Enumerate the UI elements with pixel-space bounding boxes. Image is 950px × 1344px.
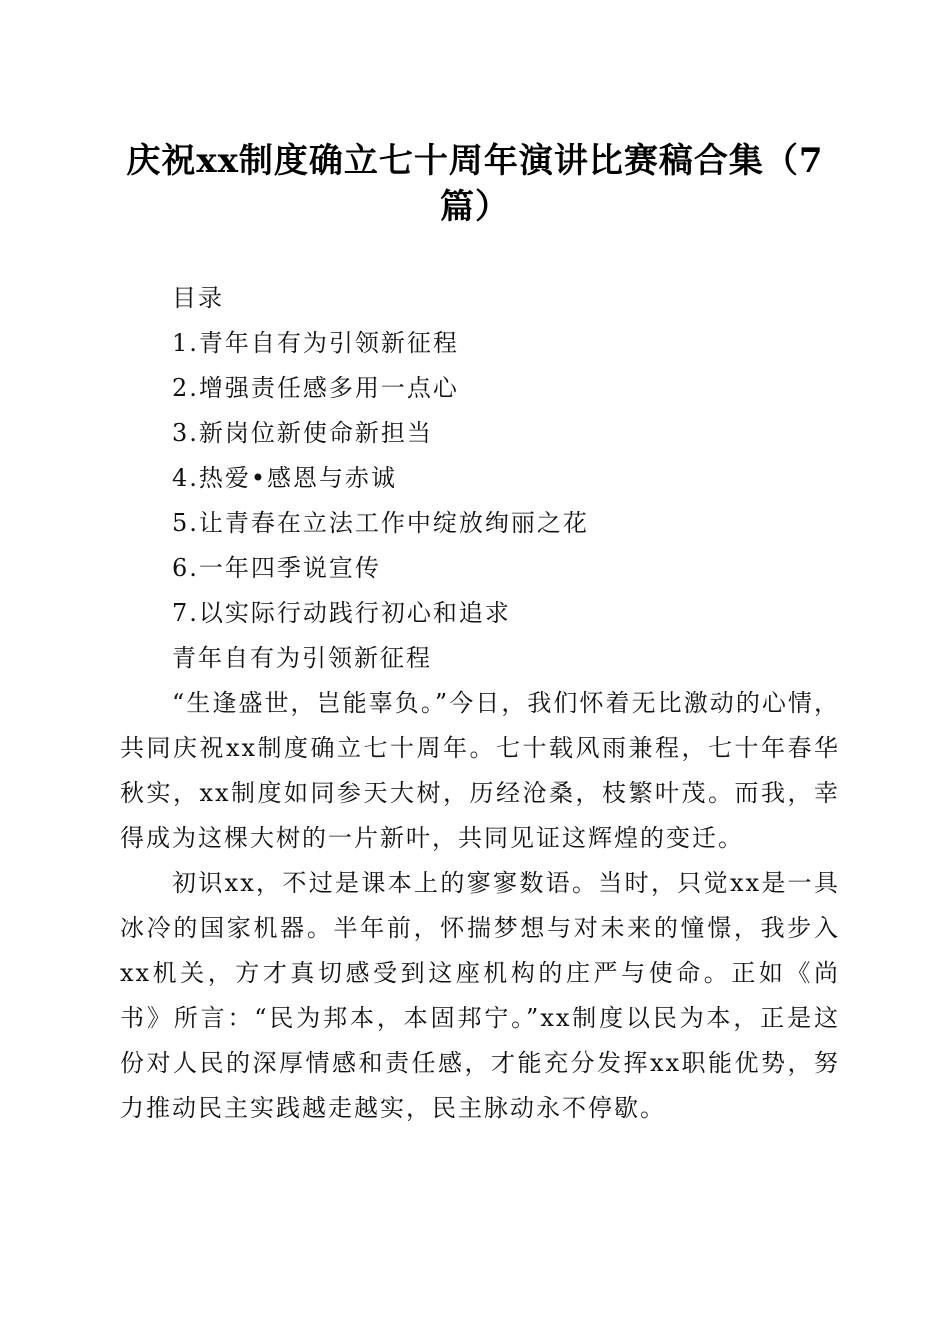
toc-item-7: 7.以实际行动践行初心和追求 [172,599,511,627]
section-title: 青年自有为引领新征程 [172,644,432,672]
toc-item-2: 2.增强责任感多用一点心 [172,374,459,402]
toc-item-5: 5.让青春在立法工作中绽放绚丽之花 [172,509,589,537]
toc-item-1: 1.青年自有为引领新征程 [172,329,459,357]
document-body [120,276,840,1131]
toc-heading: 目录 [172,284,224,312]
body-paragraph-1: “生逢盛世，岂能辜负。”今日，我们怀着无比激动的心情，共同庆祝xx制度确立七十周年。七十载风雨兼程，七十年春华秋实，xx制度如同参天大树，历经沧桑，枝繁叶茂。而我，幸得成为这棵大树的一片新叶，共同见证这辉煌的变迁。 [120,689,840,852]
document-title: 庆祝xx制度确立七十周年演讲比赛稿合集（7篇） [126,141,824,227]
toc-item-4: 4.热爱•感恩与赤诚 [172,464,398,492]
body-paragraph-2: 初识xx，不过是课本上的寥寥数语。当时，只觉xx是一具冰冷的国家机器。半年前，怀揣梦想与对未来的憧憬，我步入xx机关，方才真切感受到这座机构的庄严与使命。正如《尚书》所言：“民为邦本，本固邦宁。”xx制度以民为本，正是这份对人民的深厚情感和责任感，才能充分发挥xx职能优势，努力推动民主实践越走越实，民主脉动永不停歇。 [120,869,840,1122]
toc-item-6: 6.一年四季说宣传 [172,554,381,582]
toc-item-3: 3.新岗位新使命新担当 [172,419,433,447]
